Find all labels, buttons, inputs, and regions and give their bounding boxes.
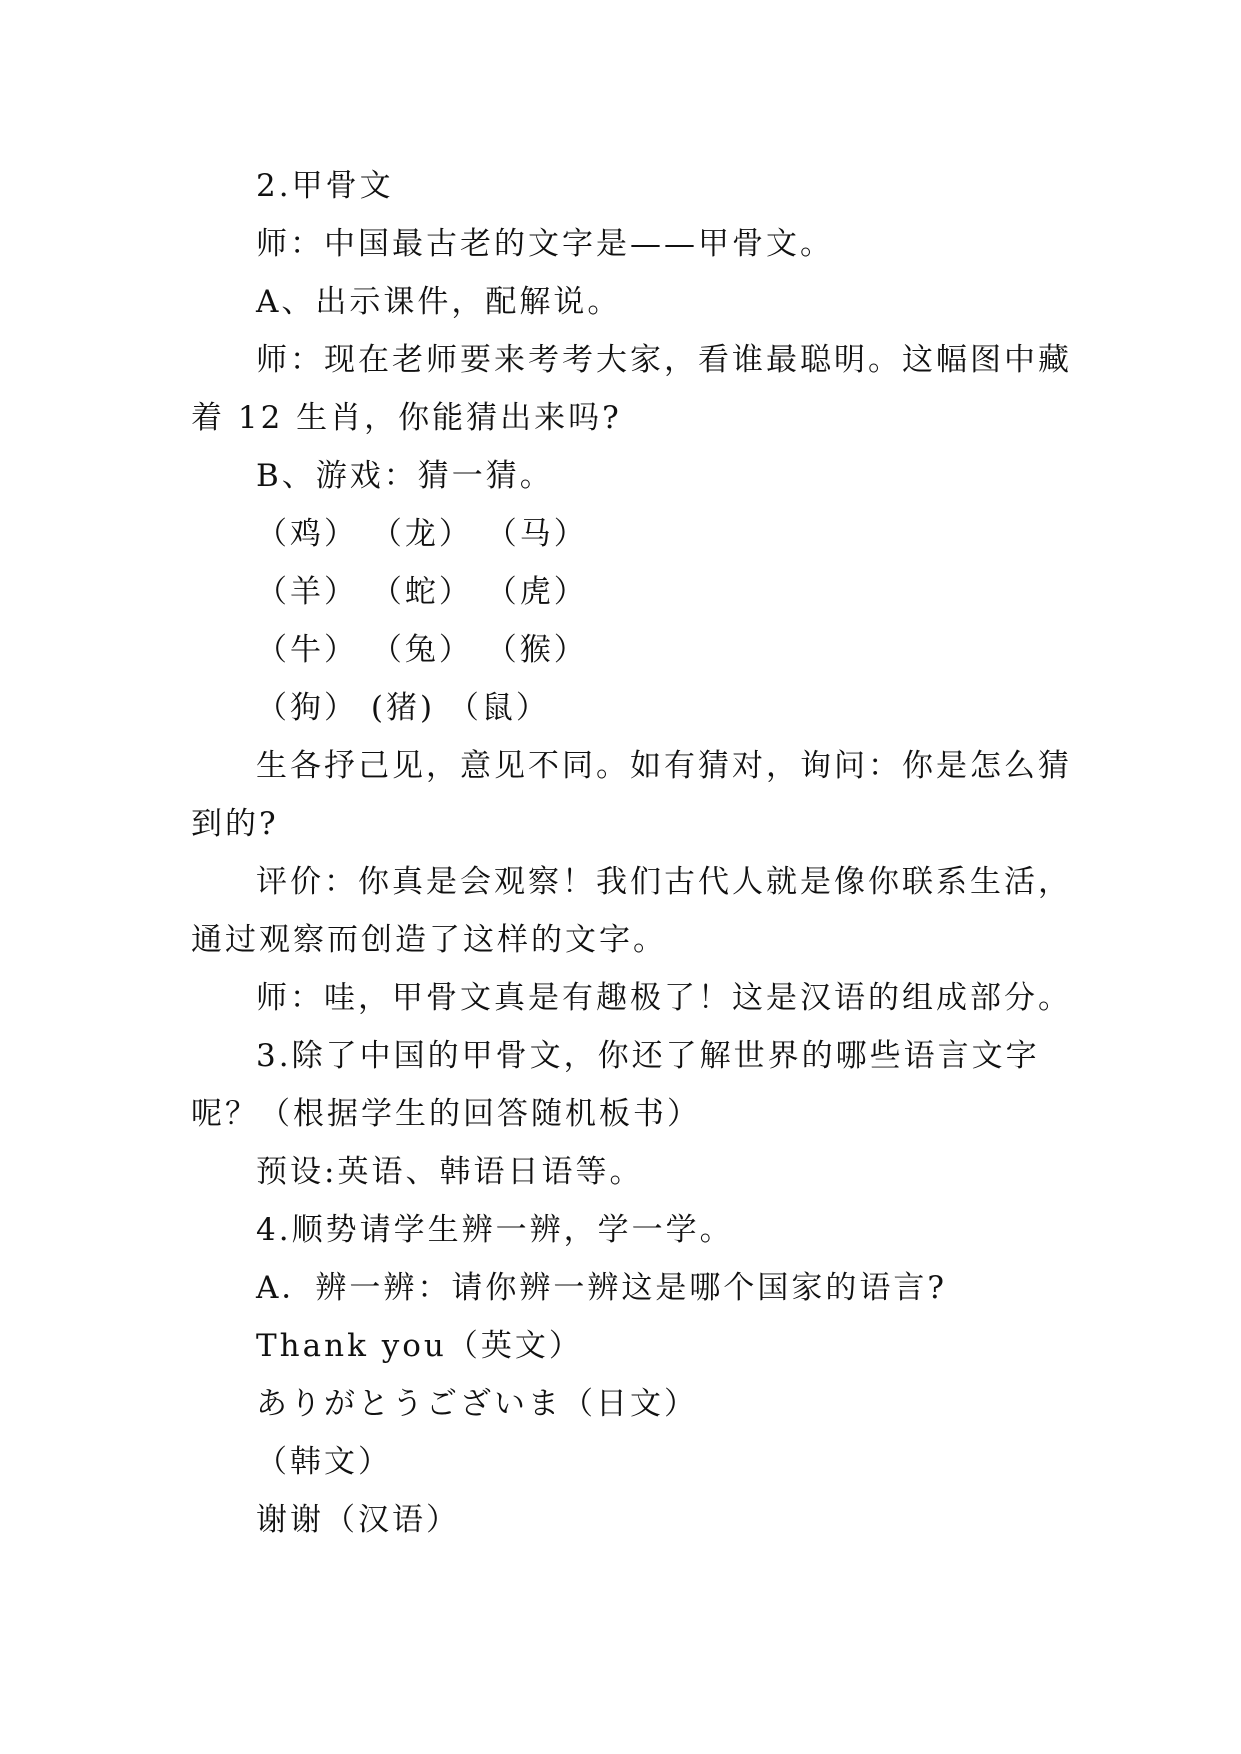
paragraph-line: A、出示课件，配解说。	[256, 284, 622, 320]
paragraph-line: 师：现在老师要来考考大家，看谁最聪明。这幅图中藏	[256, 342, 1072, 378]
paragraph-line: A．辨一辨：请你辨一辨这是哪个国家的语言?	[256, 1270, 948, 1306]
language-example: （韩文）	[256, 1444, 392, 1480]
heading-world-languages: 3.除了中国的甲骨文，你还了解世界的哪些语言文字	[256, 1038, 1040, 1074]
language-example: 谢谢（汉语）	[256, 1502, 460, 1538]
paragraph-line: B、游戏：猜一猜。	[256, 458, 554, 494]
language-example: ありがとうございま（日文）	[256, 1386, 698, 1422]
paragraph-line: 预设:英语、韩语日语等。	[256, 1154, 644, 1190]
paragraph-line: 着 12 生肖，你能猜出来吗?	[191, 400, 622, 436]
paragraph-line: 师：哇，甲骨文真是有趣极了！这是汉语的组成部分。	[256, 980, 1072, 1016]
zodiac-row: （牛） （兔） （猴）	[256, 632, 588, 668]
zodiac-row: （羊） （蛇） （虎）	[256, 574, 588, 610]
paragraph-line: 到的?	[191, 806, 279, 842]
heading-identify-learn: 4.顺势请学生辨一辨，学一学。	[256, 1212, 734, 1248]
paragraph-line: 师：中国最古老的文字是——甲骨文。	[256, 226, 834, 262]
paragraph-line: 评价：你真是会观察！我们古代人就是像你联系生活，	[256, 864, 1072, 900]
heading-oracle-bone: 2.甲骨文	[256, 168, 394, 204]
zodiac-row: （狗） (猪) （鼠）	[256, 690, 550, 726]
paragraph-line: 通过观察而创造了这样的文字。	[191, 922, 667, 958]
paragraph-line: 生各抒己见，意见不同。如有猜对，询问：你是怎么猜	[256, 748, 1072, 784]
language-example: Thank you（英文）	[256, 1328, 583, 1364]
zodiac-row: （鸡） （龙） （马）	[256, 516, 588, 552]
paragraph-line: 呢？（根据学生的回答随机板书）	[191, 1096, 701, 1132]
